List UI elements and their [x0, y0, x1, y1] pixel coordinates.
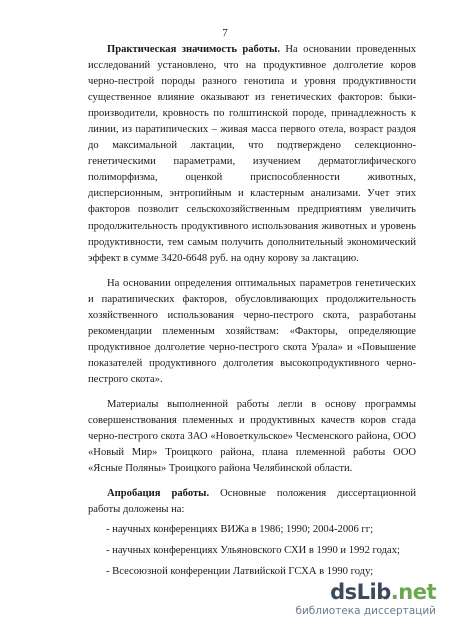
heading-approbation: Апробация работы.	[107, 488, 210, 500]
conference-list	[88, 522, 416, 580]
paragraph-recommendations: На основании определения оптимальных параметров генетических и паратипических факторов, обусловливающих продолжительность хозяйственного использования черно-пестрого скота, разработаны рекомендации племенным хозяйствам: «Факторы, определяющие продуктивное долголетие черно-пестрого скота Урала» и «Повышение показателей продуктивного долголетия высокопродуктивного черно-пестрого скота».	[88, 277, 416, 385]
watermark	[295, 580, 436, 621]
watermark-logo	[330, 581, 436, 603]
watermark-logo-main: dsLib	[330, 580, 391, 604]
watermark-logo-tld: .net	[390, 580, 436, 604]
heading-practical-significance: Практическая значимость работы.	[107, 44, 280, 55]
paragraph-approbation	[88, 486, 416, 518]
list-item: - научных конференциях ВИЖа в 1986; 1990; 2004-2006 гг;	[106, 524, 374, 536]
page-number: 7	[222, 27, 228, 39]
document-body	[88, 42, 416, 586]
approbation-text: Основные положения диссертационной работы доложены на:	[88, 488, 416, 516]
list-item: - Всесоюзной конференции Латвийской ГСХА в 1990 году;	[106, 566, 374, 578]
watermark-subtitle: библиотека диссертаций	[295, 605, 436, 617]
paragraph-materials: Материалы выполненной работы легли в основу программы совершенствования племенных и продуктивных качеств коров стада черно-пестрого скота ЗАО «Новоеткульское» Чесменского района, ООО «Новый Мир» Троицкого района, плана племенной работы ООО «Ясные Поляны» Троицкого района Челябинской области.	[88, 398, 416, 475]
list-item: - научных конференциях Ульяновского СХИ в 1990 и 1992 годах;	[106, 545, 400, 557]
practical-significance-text: На основании проведенных исследований установлено, что на продуктивное долголетие коров черно-пестрой породы разного генотипа и уровня продуктивности существенное влияние оказывают из генетических факторов: быки-производители, кровность по голштинской породе, принадлежность к линии, из паратипических – живая масса первого отела, возраст раздоя до максимальной лактации, что подтверждено селекционно-генетическими параметрами, изучением дерматоглифического полиморфизма, оценкой приспособленности животных, дисперсионным, энтропийным и кластерным анализами. Учет этих факторов позволит сельскохозяйственным предприятиям увеличить продолжительность продуктивного использования животных и уровень продуктивности, тем самым получить дополнительный экономический эффект в сумме 3420-6648 руб. на одну корову за лактацию.	[88, 44, 417, 264]
paragraph-practical-significance	[88, 42, 416, 267]
